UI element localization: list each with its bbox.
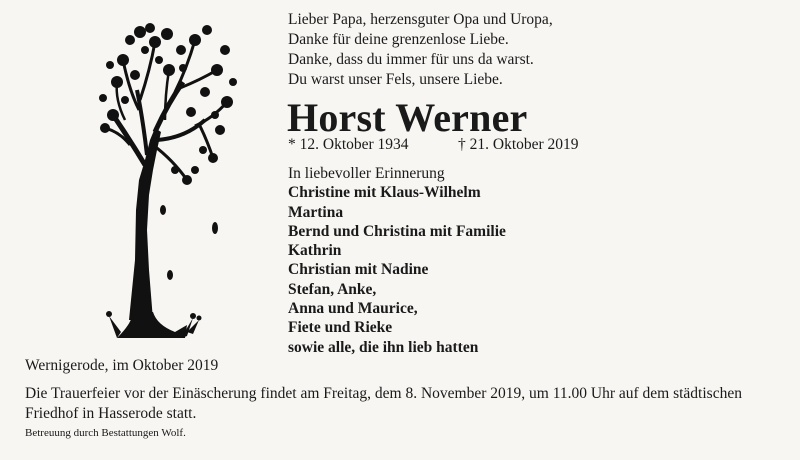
birth-date: * 12. Oktober 1934 — [288, 136, 409, 153]
life-dates — [288, 135, 579, 155]
mourner-line: Anna und Maurice, — [288, 300, 418, 318]
care-note: Betreuung durch Bestattungen Wolf. — [25, 427, 186, 439]
poem-line: Du warst unser Fels, unsere Liebe. — [288, 71, 503, 88]
mourner-line: Martina — [288, 203, 344, 221]
mourner-line: Fiete und Rieke — [288, 319, 393, 337]
mourner-line: Kathrin — [288, 242, 342, 260]
mourner-line: Stefan, Anke, — [288, 280, 377, 298]
place-date: Wernigerode, im Oktober 2019 — [25, 357, 219, 374]
poem — [288, 10, 553, 90]
poem-line: Lieber Papa, herzensguter Opa und Uropa, — [288, 11, 553, 28]
funeral-notice: Die Trauerfeier vor der Einäscherung findet am Freitag, dem 8. November 2019, um 11.00 Uhr auf dem städtischen Friedhof in Hasserode statt. — [25, 385, 742, 422]
death-date: † 21. Oktober 2019 — [458, 136, 579, 153]
poem-line: Danke für deine grenzenlose Liebe. — [288, 31, 509, 48]
memory-section — [288, 164, 506, 357]
mourner-line: Bernd und Christina mit Familie — [288, 222, 506, 240]
mourner-line: Christine mit Klaus-Wilhelm — [288, 184, 481, 202]
poem-line: Danke, dass du immer für uns da warst. — [288, 51, 534, 68]
mourner-line: Christian mit Nadine — [288, 261, 429, 279]
deceased-name: Horst Werner — [287, 95, 528, 140]
tree-silhouette-icon — [95, 20, 240, 345]
mourner-line: sowie alle, die ihn lieb hatten — [288, 338, 479, 356]
memory-intro: In liebevoller Erinnerung — [288, 165, 445, 182]
